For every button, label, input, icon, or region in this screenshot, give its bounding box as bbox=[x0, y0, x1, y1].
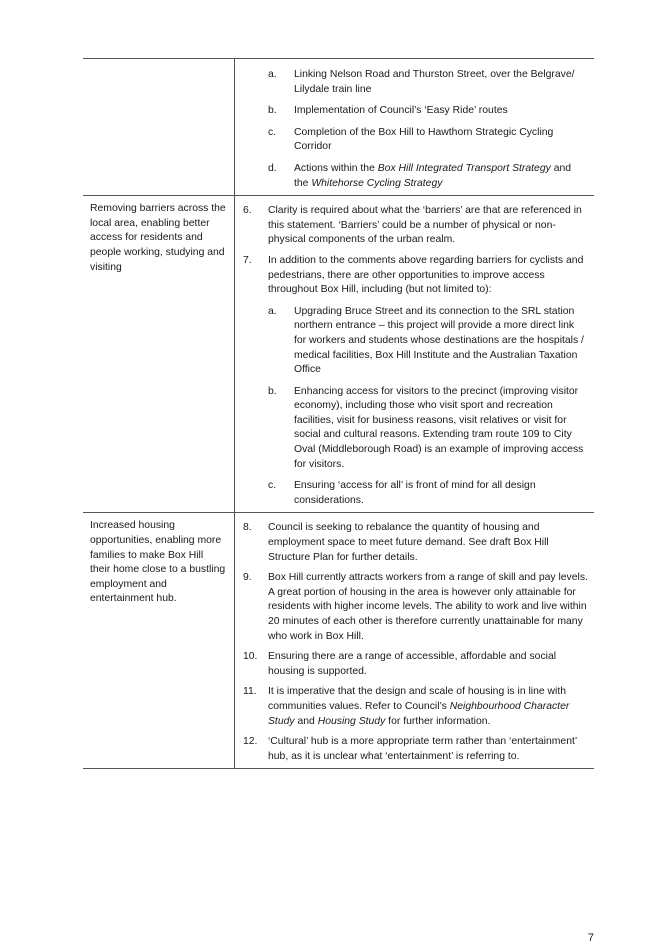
text-run: Ensuring there are a range of accessible, affordable and social housing is supported. bbox=[268, 651, 557, 677]
text-run: Linking Nelson Road and Thurston Street, over the Belgrave/ Lilydale train line bbox=[294, 69, 575, 95]
theme-cell: Removing barriers across the local area, enabling better access for residents and people working, studying and visiting bbox=[83, 196, 235, 512]
table-row bbox=[83, 58, 594, 196]
text-run: Ensuring ‘access for all’ is front of mind for all design considerations. bbox=[294, 480, 536, 506]
sub-item bbox=[268, 104, 588, 119]
table-row bbox=[83, 196, 594, 513]
numbered-item bbox=[243, 204, 588, 248]
item-text bbox=[268, 735, 588, 764]
sub-item-text bbox=[294, 162, 588, 191]
text-run: for further information. bbox=[385, 715, 491, 727]
item-text bbox=[268, 650, 588, 679]
italic-title-text: Neighbourhood Character Study bbox=[268, 700, 570, 727]
sub-list bbox=[243, 305, 588, 509]
sub-list bbox=[243, 68, 588, 191]
text-run: ‘Cultural’ hub is a more appropriate term rather than ‘entertainment’ hub, as it is unclear what ‘entertainment’ is referring to. bbox=[268, 736, 577, 762]
numbered-item bbox=[243, 254, 588, 298]
sub-item-text bbox=[294, 385, 588, 473]
table-row bbox=[83, 513, 594, 769]
sub-item-letter: d. bbox=[268, 162, 277, 174]
text-run: Council is seeking to rebalance the quantity of housing and employment space to meet future demand. See draft Box Hill Structure Plan for further details. bbox=[268, 522, 549, 563]
text-run: and bbox=[294, 715, 318, 727]
sub-item-text bbox=[294, 126, 588, 155]
numbered-item bbox=[243, 735, 588, 764]
text-run: Upgrading Bruce Street and its connection to the SRL station northern entrance – this project will provide a more direct link for workers and students whose destinations are the hospitals / medical facilities, Box Hill Institute and the Australian Taxation Office bbox=[294, 305, 584, 376]
item-number: 8. bbox=[243, 522, 252, 534]
theme-cell: Increased housing opportunities, enabling more families to make Box Hill their home close to a bustling employment and entertainment hub. bbox=[83, 513, 235, 768]
sub-item bbox=[268, 385, 588, 473]
theme-cell bbox=[83, 59, 235, 195]
text-run: It is imperative that the design and scale of housing is in line with communities values. Refer to Council’s bbox=[268, 686, 567, 712]
comment-cell bbox=[235, 196, 594, 512]
item-text: In addition to the comments above regarding barriers for cyclists and pedestrians, there are other opportunities to improve access throughout Box Hill, including (but not limited to): bbox=[268, 254, 584, 296]
italic-title-text: Housing Study bbox=[317, 715, 386, 727]
sub-item-text bbox=[294, 305, 588, 378]
comment-cell bbox=[235, 513, 594, 768]
sub-item-text bbox=[294, 104, 588, 119]
item-number: 9. bbox=[243, 572, 252, 584]
item-number: 10. bbox=[243, 651, 258, 663]
item-number: 12. bbox=[243, 736, 258, 748]
sub-item-letter: c. bbox=[268, 480, 277, 492]
sub-item bbox=[268, 305, 588, 378]
sub-item bbox=[268, 68, 588, 97]
item-text: Clarity is required about what the ‘barriers’ are that are referenced in this statement. ‘Barriers’ could be a number of physical or non-physical components of the urban realm. bbox=[268, 205, 582, 246]
text-run: Completion of the Box Hill to Hawthorn Strategic Cycling Corridor bbox=[294, 126, 554, 153]
text-run: Enhancing access for visitors to the precinct (improving visitor economy), including those who visit sport and recreation facilities, visit for business reasons, visit relatives or visit for social and cultural reasons. Extending tram route 109 to City Oval (Middleborough Road) is an example of improving access for visitors. bbox=[294, 385, 584, 470]
sub-item-letter: b. bbox=[268, 385, 277, 397]
text-run: and the bbox=[294, 162, 572, 189]
italic-title-text: Whitehorse Cycling Strategy bbox=[311, 177, 443, 189]
submission-table bbox=[83, 58, 594, 769]
sub-item-letter: b. bbox=[268, 105, 277, 117]
sub-item-letter: a. bbox=[268, 69, 277, 80]
item-number: 7. bbox=[243, 254, 252, 266]
item-text bbox=[268, 521, 588, 565]
item-text bbox=[268, 685, 588, 729]
sub-item-text bbox=[294, 479, 588, 508]
page-number: 7 bbox=[587, 932, 594, 944]
numbered-item bbox=[243, 571, 588, 644]
sub-item-letter: c. bbox=[268, 126, 277, 138]
numbered-item bbox=[243, 521, 588, 565]
italic-title-text: Box Hill Integrated Transport Strategy bbox=[377, 162, 551, 174]
item-text bbox=[268, 571, 588, 644]
text-run: Actions within the bbox=[294, 162, 378, 174]
item-number: 11. bbox=[243, 686, 257, 698]
sub-item bbox=[268, 126, 588, 155]
numbered-item bbox=[243, 685, 588, 729]
numbered-item bbox=[243, 650, 588, 679]
comment-cell bbox=[235, 59, 594, 195]
sub-item bbox=[268, 479, 588, 508]
sub-item-text bbox=[294, 68, 588, 97]
sub-item-letter: a. bbox=[268, 305, 277, 317]
item-number: 6. bbox=[243, 205, 252, 217]
sub-item bbox=[268, 162, 588, 191]
text-run: Box Hill currently attracts workers from a range of skill and pay levels. A great portion of housing in the area is however only attainable for residents with higher income levels. The ability to work and live within 20 minutes of each other is therefore currently unattainable for many who work in Box Hill. bbox=[268, 572, 588, 642]
text-run: Implementation of Council’s ‘Easy Ride’ routes bbox=[294, 105, 508, 117]
